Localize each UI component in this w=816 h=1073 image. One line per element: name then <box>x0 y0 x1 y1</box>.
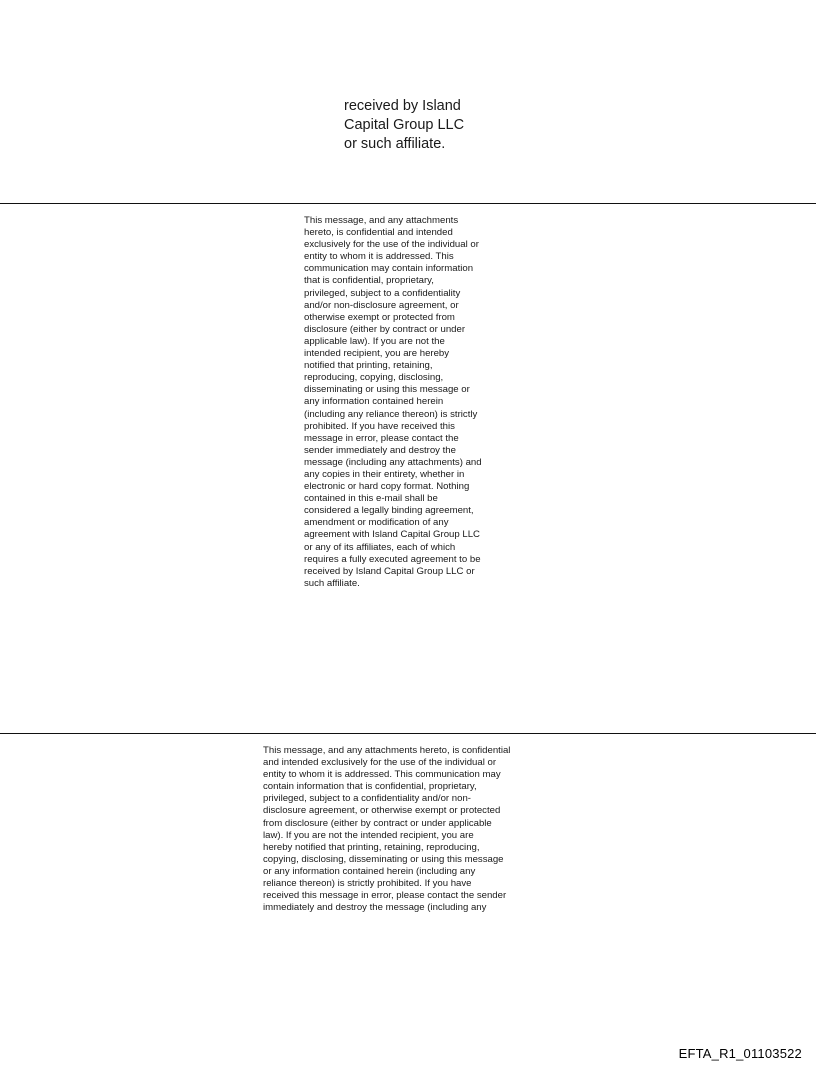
text-line: intended recipient, you are hereby <box>304 348 450 360</box>
text-line: that is confidential, proprietary, <box>304 275 434 287</box>
text-line: amendment or modification of any <box>304 517 449 529</box>
text-line: such affiliate. <box>304 577 360 589</box>
text-line: sender immediately and destroy the <box>304 444 456 456</box>
text-line: received by Island <box>344 98 461 114</box>
text-line: or any of its affiliates, each of which <box>304 541 456 553</box>
text-line: entity to whom it is addressed. This communication may <box>263 769 501 781</box>
text-line: exclusively for the use of the individual or <box>304 239 479 251</box>
text-line: considered a legally binding agreement, <box>304 505 474 517</box>
text-line: contain information that is confidential, proprietary, <box>263 781 477 793</box>
text-line: disseminating or using this message or <box>304 384 470 396</box>
text-line: disclosure agreement, or otherwise exempt or protected <box>263 805 501 817</box>
text-line: any copies in their entirety, whether in <box>304 468 465 480</box>
text-line: privileged, subject to a confidentiality <box>304 287 461 299</box>
text-line: Capital Group LLC <box>344 117 465 133</box>
document-id-stamp: EFTA_R1_01103522 <box>678 1046 802 1061</box>
text-line: agreement with Island Capital Group LLC <box>304 529 480 541</box>
text-line: This message, and any attachments <box>304 215 459 226</box>
text-line: prohibited. If you have received this <box>304 420 455 432</box>
text-line: or such affiliate. <box>344 136 446 152</box>
text-line: or any information contained herein (including any <box>263 865 476 877</box>
text-line: communication may contain information <box>304 263 474 275</box>
text-line: message (including any attachments) and <box>304 456 482 468</box>
text-line: otherwise exempt or protected from <box>304 311 455 323</box>
text-line: any information contained herein <box>304 396 444 408</box>
text-line: contained in this e-mail shall be <box>304 493 438 505</box>
text-line: hereto, is confidential and intended <box>304 227 453 239</box>
disclaimer-fragment-top <box>344 97 464 154</box>
text-line: electronic or hard copy format. Nothing <box>304 481 470 493</box>
text-line: and/or non-disclosure agreement, or <box>304 299 459 311</box>
text-line: applicable law). If you are not the <box>304 335 445 347</box>
text-line: privileged, subject to a confidentiality and/or non- <box>263 793 471 805</box>
text-line: immediately and destroy the message (including any <box>263 902 487 914</box>
horizontal-divider <box>0 733 816 734</box>
confidentiality-notice-wide <box>263 745 510 914</box>
text-line: received this message in error, please contact the sender <box>263 890 507 902</box>
text-line: and intended exclusively for the use of the individual or <box>263 757 497 769</box>
text-line: entity to whom it is addressed. This <box>304 251 454 263</box>
text-line: from disclosure (either by contract or under applicable <box>263 817 492 829</box>
text-line: This message, and any attachments hereto, is confidential <box>263 745 511 756</box>
text-line: message in error, please contact the <box>304 432 459 444</box>
text-line: disclosure (either by contract or under <box>304 323 466 335</box>
horizontal-divider <box>0 203 816 204</box>
text-line: law). If you are not the intended recipient, you are <box>263 829 474 841</box>
text-line: reliance thereon) is strictly prohibited. If you have <box>263 878 472 890</box>
text-line: notified that printing, retaining, <box>304 360 433 372</box>
text-line: requires a fully executed agreement to be <box>304 553 481 565</box>
text-line: hereby notified that printing, retaining, reproducing, <box>263 841 480 853</box>
text-line: reproducing, copying, disclosing, <box>304 372 444 384</box>
text-line: (including any reliance thereon) is strictly <box>304 408 478 420</box>
text-line: received by Island Capital Group LLC or <box>304 565 475 577</box>
confidentiality-notice-narrow <box>304 215 482 590</box>
text-line: copying, disclosing, disseminating or using this message <box>263 853 504 865</box>
